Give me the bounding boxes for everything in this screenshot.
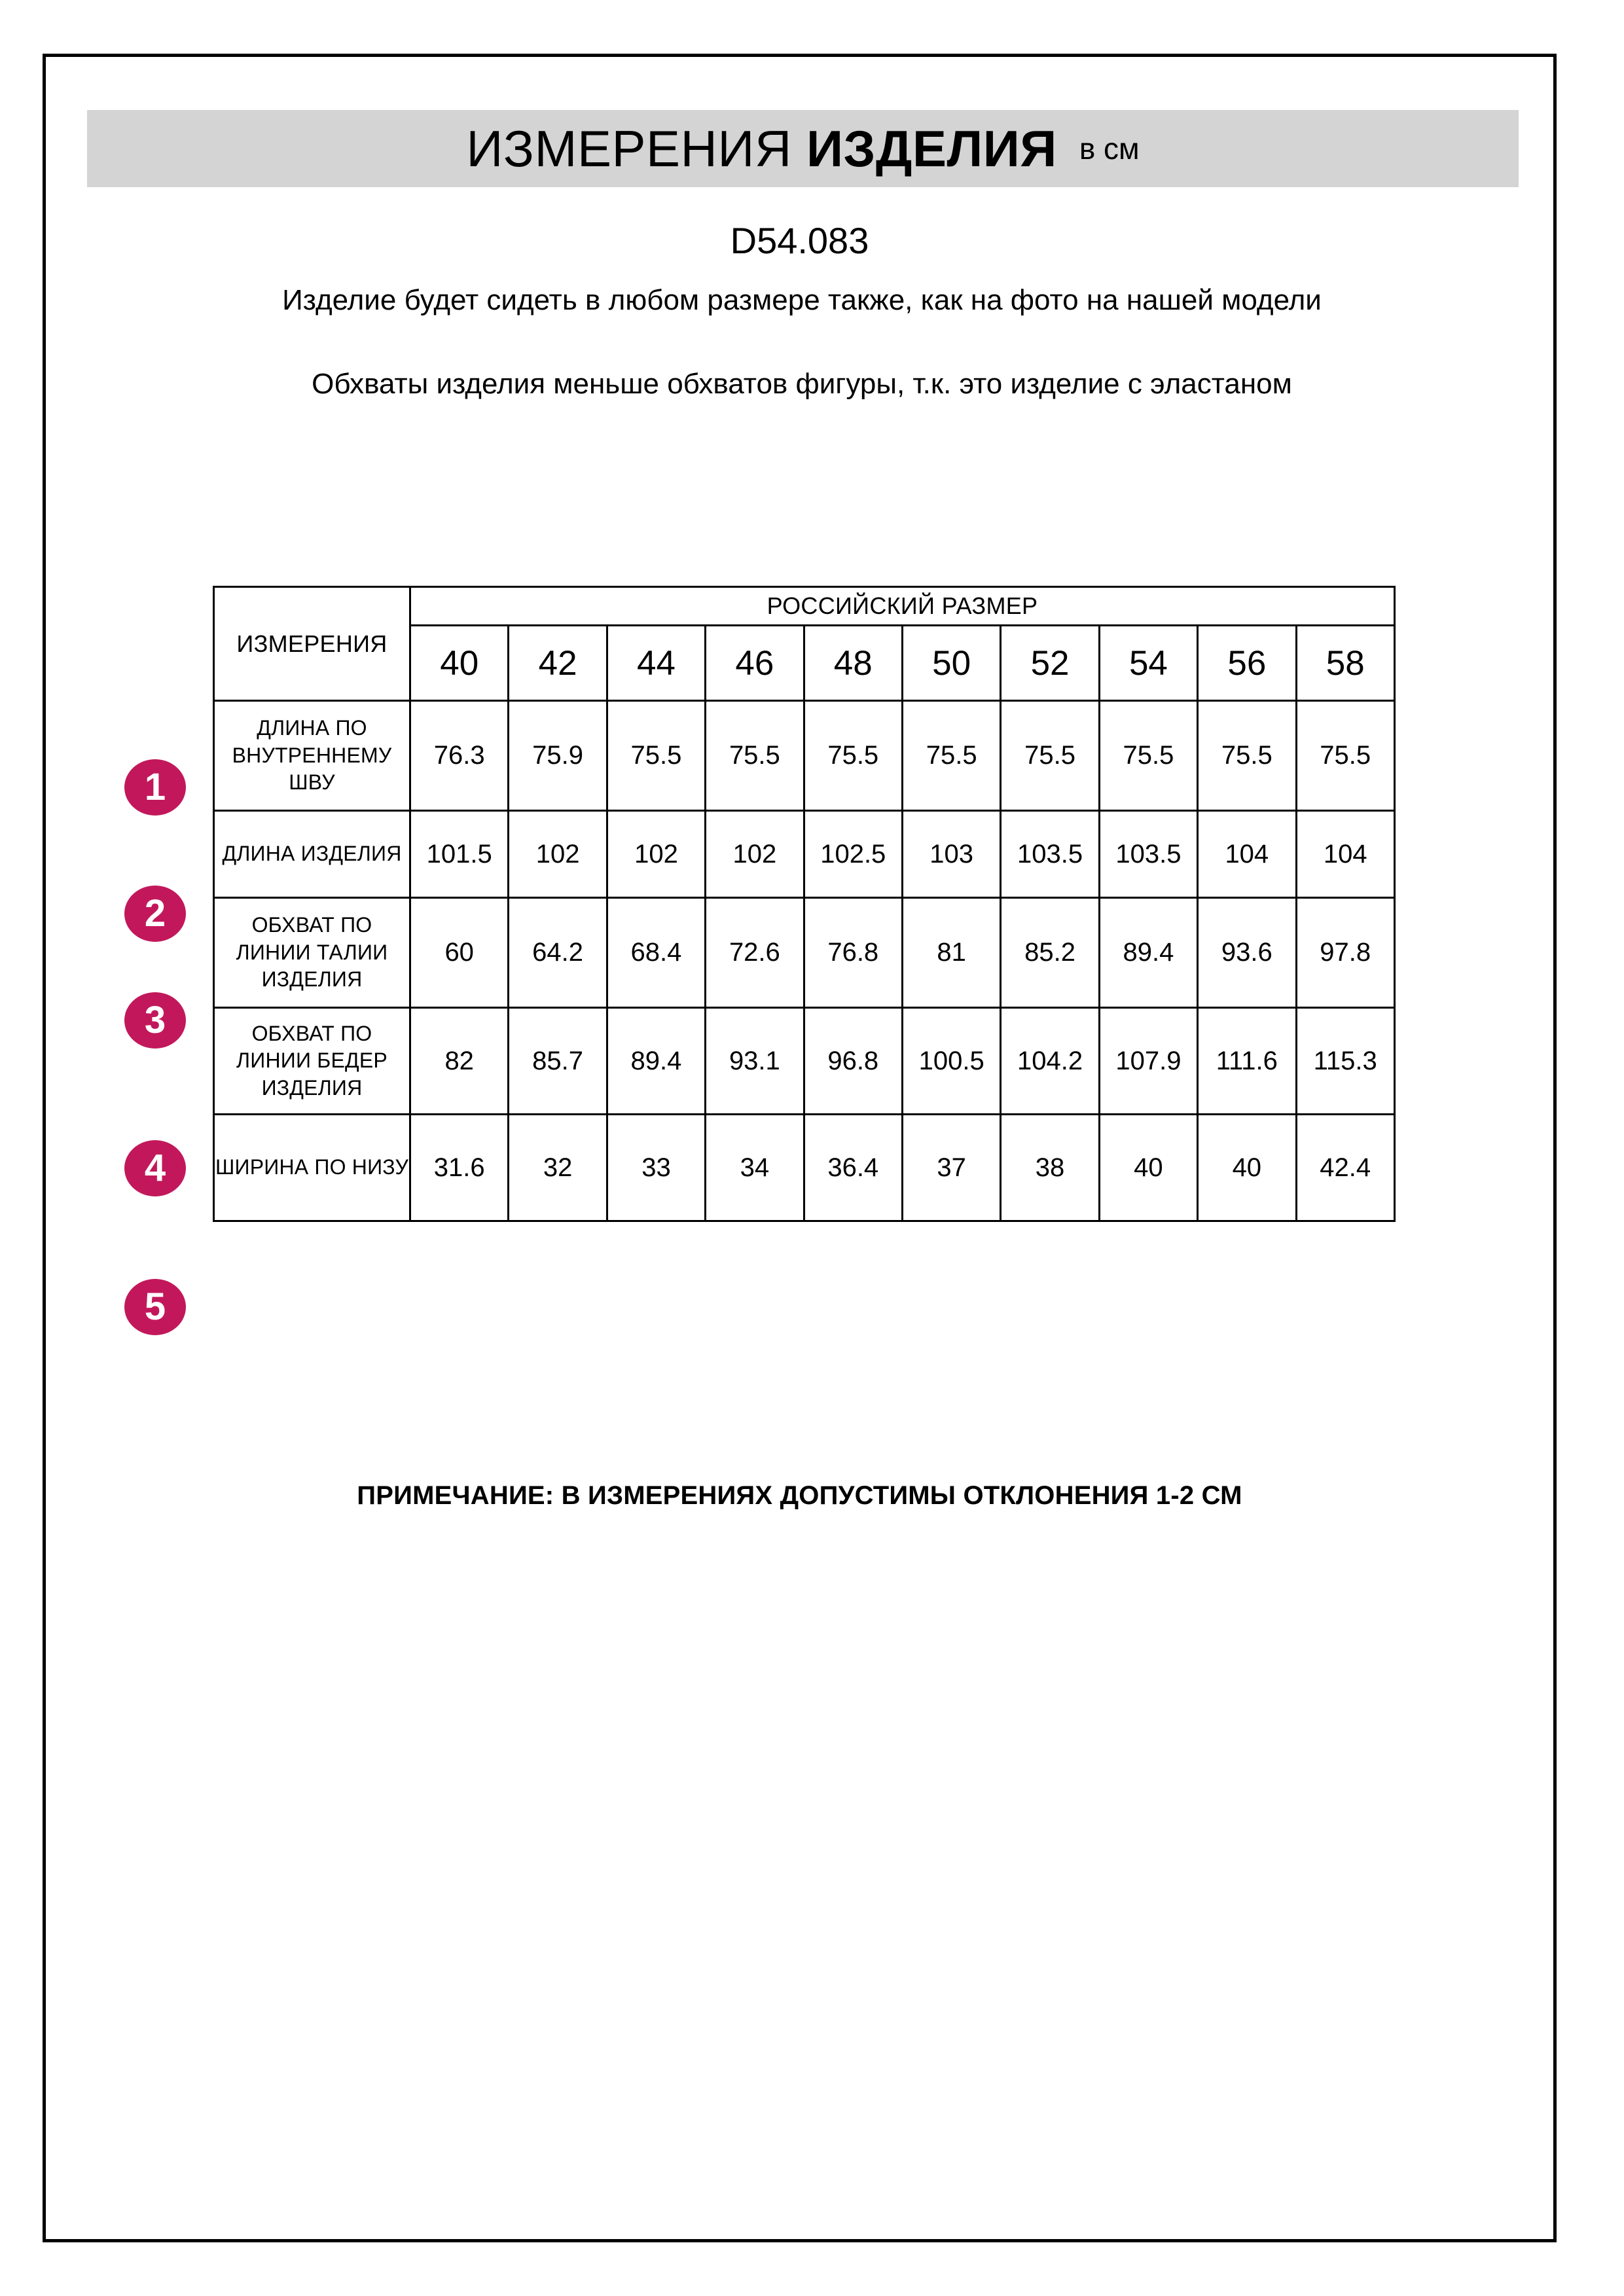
table-cell-value: 75.9 <box>509 701 607 811</box>
intro-paragraph-elastane: Обхваты изделия меньше обхватов фигуры, т.к. это изделие с эластаном <box>312 368 1292 400</box>
table-cell-value: 32 <box>509 1115 607 1221</box>
table-cell-value: 75.5 <box>607 701 705 811</box>
table-cell-value: 33 <box>607 1115 705 1221</box>
size-header-42: 42 <box>509 626 607 701</box>
table-row <box>214 898 1395 1008</box>
size-header-44: 44 <box>607 626 705 701</box>
table-cell-value: 102.5 <box>804 811 902 898</box>
row-label: ОБХВАТ ПО ЛИНИИ ТАЛИИ ИЗДЕЛИЯ <box>214 898 410 1008</box>
intro-paragraph-fit: Изделие будет сидеть в любом размере также, как на фото на нашей модели <box>282 284 1322 316</box>
table-cell-value: 97.8 <box>1296 898 1394 1008</box>
size-header-56: 56 <box>1198 626 1296 701</box>
table-cell-value: 115.3 <box>1296 1008 1394 1115</box>
article-code: D54.083 <box>730 220 869 261</box>
table-row <box>214 701 1395 811</box>
table-cell-value: 40 <box>1099 1115 1197 1221</box>
table-header-group-row <box>214 587 1395 626</box>
table-cell-value: 81 <box>902 898 1000 1008</box>
measurements-column-header: ИЗМЕРЕНИЯ <box>214 587 410 701</box>
table-cell-value: 75.5 <box>1198 701 1296 811</box>
deviation-note: ПРИМЕЧАНИЕ: В ИЗМЕРЕНИЯХ ДОПУСТИМЫ ОТКЛОНЕНИЯ 1-2 СМ <box>357 1481 1242 1510</box>
table-cell-value: 76.3 <box>410 701 509 811</box>
table-cell-value: 103 <box>902 811 1000 898</box>
table-cell-value: 75.5 <box>804 701 902 811</box>
table-row <box>214 1115 1395 1221</box>
row-badge-2: 2 <box>124 886 186 942</box>
table-cell-value: 36.4 <box>804 1115 902 1221</box>
row-label: ДЛИНА ПО ВНУТРЕННЕМУ ШВУ <box>214 701 410 811</box>
table-cell-value: 37 <box>902 1115 1000 1221</box>
size-header-46: 46 <box>706 626 804 701</box>
title-regular-part: ИЗМЕРЕНИЯ <box>466 120 806 177</box>
table-cell-value: 85.7 <box>509 1008 607 1115</box>
table-cell-value: 93.6 <box>1198 898 1296 1008</box>
table-body <box>214 701 1395 1221</box>
russian-size-group-header: РОССИЙСКИЙ РАЗМЕР <box>410 587 1395 626</box>
table-cell-value: 82 <box>410 1008 509 1115</box>
table-cell-value: 75.5 <box>902 701 1000 811</box>
title-unit-label: в см <box>1079 132 1140 166</box>
table-cell-value: 64.2 <box>509 898 607 1008</box>
table-cell-value: 103.5 <box>1001 811 1099 898</box>
measurements-table <box>213 586 1396 1222</box>
row-label: ОБХВАТ ПО ЛИНИИ БЕДЕР ИЗДЕЛИЯ <box>214 1008 410 1115</box>
table-cell-value: 96.8 <box>804 1008 902 1115</box>
row-badge-1: 1 <box>124 759 186 816</box>
table-cell-value: 89.4 <box>1099 898 1197 1008</box>
table-cell-value: 102 <box>607 811 705 898</box>
table-cell-value: 75.5 <box>706 701 804 811</box>
table-cell-value: 68.4 <box>607 898 705 1008</box>
table-cell-value: 34 <box>706 1115 804 1221</box>
table-cell-value: 60 <box>410 898 509 1008</box>
size-header-52: 52 <box>1001 626 1099 701</box>
page-frame <box>43 54 1557 2242</box>
table-cell-value: 85.2 <box>1001 898 1099 1008</box>
size-header-40: 40 <box>410 626 509 701</box>
table-cell-value: 103.5 <box>1099 811 1197 898</box>
table-cell-value: 31.6 <box>410 1115 509 1221</box>
row-badge-3: 3 <box>124 992 186 1049</box>
row-label: ДЛИНА ИЗДЕЛИЯ <box>214 811 410 898</box>
table-cell-value: 107.9 <box>1099 1008 1197 1115</box>
table-cell-value: 93.1 <box>706 1008 804 1115</box>
size-header-50: 50 <box>902 626 1000 701</box>
table-cell-value: 101.5 <box>410 811 509 898</box>
table-cell-value: 72.6 <box>706 898 804 1008</box>
table-cell-value: 100.5 <box>902 1008 1000 1115</box>
table-cell-value: 76.8 <box>804 898 902 1008</box>
row-badge-4: 4 <box>124 1140 186 1196</box>
table-row <box>214 1008 1395 1115</box>
table-cell-value: 104.2 <box>1001 1008 1099 1115</box>
size-header-48: 48 <box>804 626 902 701</box>
table-cell-value: 89.4 <box>607 1008 705 1115</box>
table-row <box>214 811 1395 898</box>
title-banner <box>87 110 1519 187</box>
table-cell-value: 42.4 <box>1296 1115 1394 1221</box>
size-header-54: 54 <box>1099 626 1197 701</box>
table-cell-value: 75.5 <box>1296 701 1394 811</box>
table-header <box>214 587 1395 701</box>
table-cell-value: 38 <box>1001 1115 1099 1221</box>
table-cell-value: 111.6 <box>1198 1008 1296 1115</box>
table-cell-value: 102 <box>706 811 804 898</box>
table-cell-value: 104 <box>1198 811 1296 898</box>
table-cell-value: 75.5 <box>1099 701 1197 811</box>
row-label: ШИРИНА ПО НИЗУ <box>214 1115 410 1221</box>
table-cell-value: 104 <box>1296 811 1394 898</box>
table-cell-value: 102 <box>509 811 607 898</box>
title-bold-part: ИЗДЕЛИЯ <box>806 120 1057 177</box>
size-header-58: 58 <box>1296 626 1394 701</box>
table-cell-value: 75.5 <box>1001 701 1099 811</box>
row-badge-5: 5 <box>124 1279 186 1335</box>
table-cell-value: 40 <box>1198 1115 1296 1221</box>
